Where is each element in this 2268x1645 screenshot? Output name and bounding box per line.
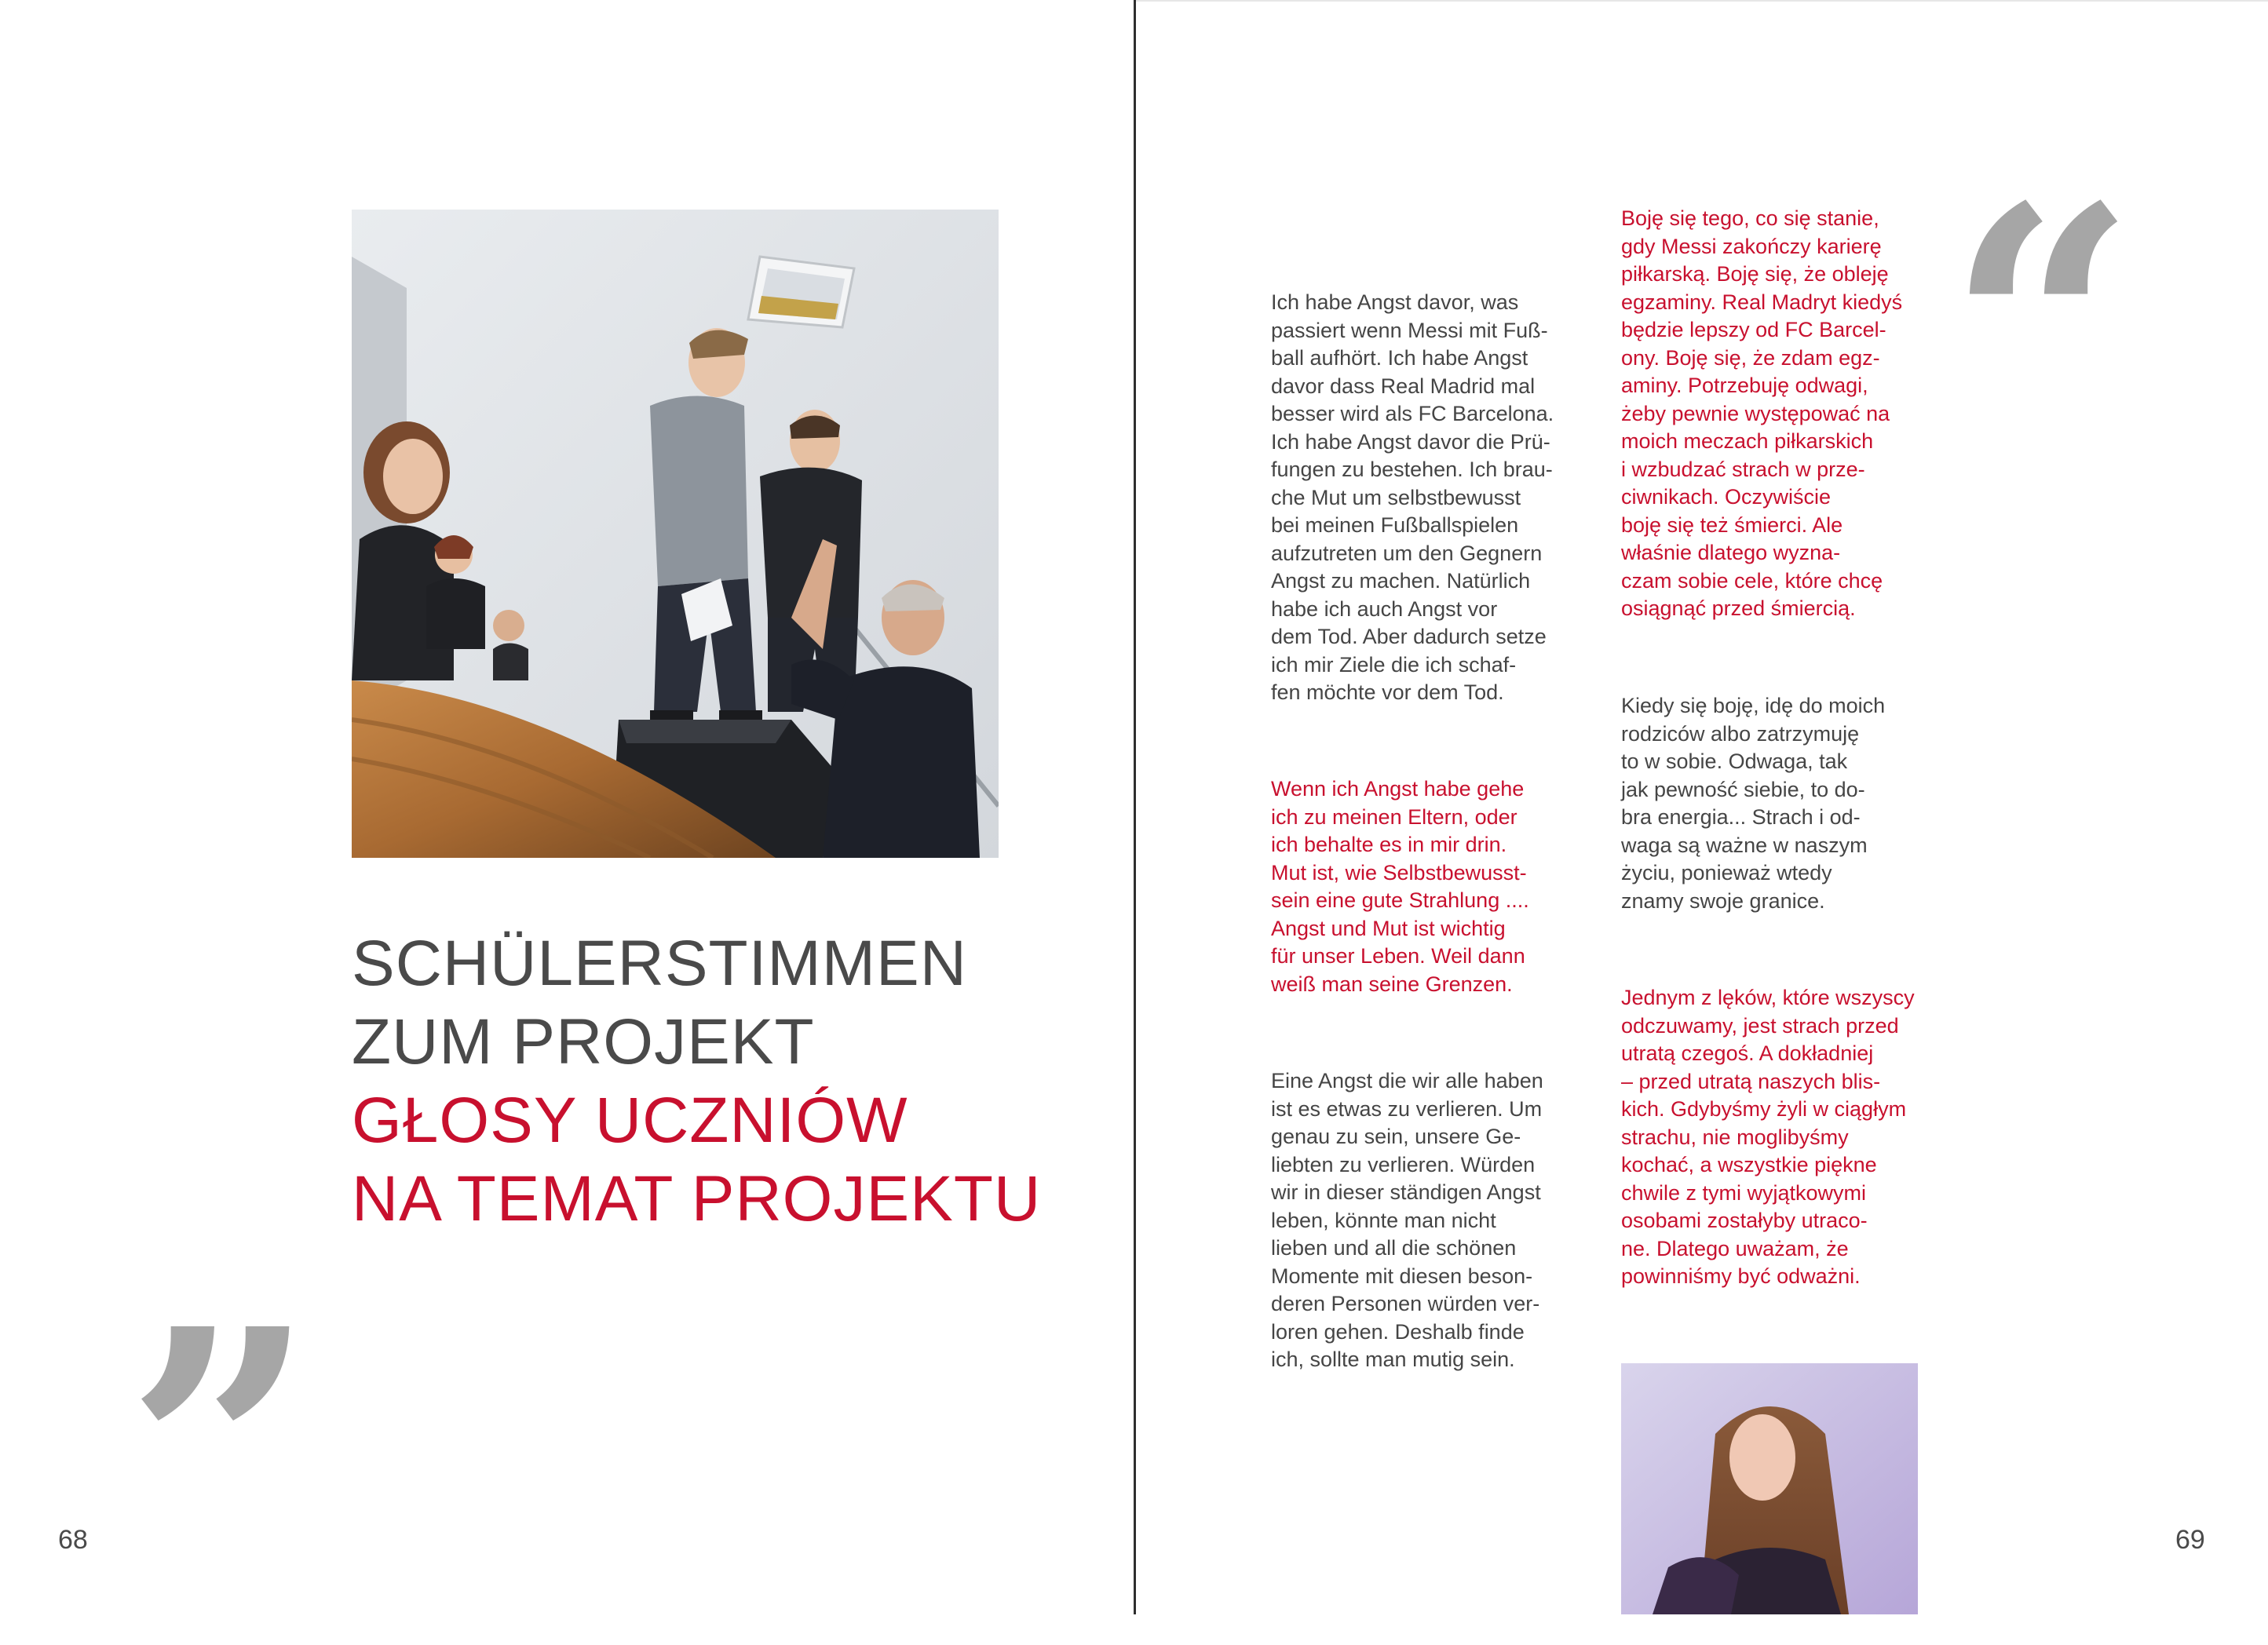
- text-line: moich meczach piłkarskich: [1621, 429, 1874, 453]
- text-line: boję się też śmierci. Ale: [1621, 512, 1843, 537]
- text-line: davor dass Real Madrid mal: [1271, 374, 1536, 398]
- text-line: Ich habe Angst davor die Prü-: [1271, 429, 1550, 454]
- text-line: powinniśmy być odważni.: [1621, 1264, 1861, 1288]
- main-photo-students-rehearsal: [352, 210, 999, 858]
- text-line: Kiedy się boję, idę do moich: [1621, 694, 1886, 717]
- text-line: utratą czegoś. A dokładniej: [1621, 1041, 1874, 1065]
- text-line: kochać, a wszystkie piękne: [1621, 1153, 1877, 1176]
- text-line: habe ich auch Angst vor: [1271, 596, 1498, 621]
- text-line: ball aufhört. Ich habe Angst: [1271, 346, 1528, 370]
- heading-pl-line-2: NA TEMAT PROJEKTU: [352, 1163, 1042, 1235]
- text-line: rodziców albo zatrzymuję: [1621, 721, 1860, 746]
- text-line: Wenn ich Angst habe gehe: [1271, 777, 1525, 801]
- text-line: waga są ważne w naszym: [1621, 833, 1868, 857]
- text-line: osiągnąć przed śmiercią.: [1621, 596, 1856, 620]
- german-text-block-1: [1271, 289, 1577, 707]
- text-line: ich behalte es in mir drin.: [1271, 833, 1507, 856]
- heading-pl-line-1: GŁOSY UCZNIÓW: [352, 1085, 908, 1156]
- text-line: i wzbudzać strach w prze-: [1621, 457, 1865, 481]
- text-line: leben, könnte man nicht: [1271, 1208, 1496, 1232]
- text-line: piłkarską. Boję się, że obleję: [1621, 262, 1889, 286]
- text-line: ciwnikach. Oczywiście: [1621, 485, 1832, 509]
- text-line: ich zu meinen Eltern, oder: [1271, 804, 1517, 829]
- heading-de-line-1: SCHÜLERSTIMMEN: [352, 928, 967, 999]
- text-line: to w sobie. Odwaga, tak: [1621, 750, 1848, 773]
- text-line: sein eine gute Strahlung ....: [1271, 888, 1529, 912]
- text-line: Angst zu machen. Natürlich: [1271, 569, 1531, 593]
- portrait-photo-girl: [1621, 1363, 1918, 1614]
- text-line: für unser Leben. Weil dann: [1271, 944, 1525, 968]
- text-line: passiert wenn Messi mit Fuß-: [1271, 318, 1548, 342]
- text-line: Momente mit diesen beson-: [1271, 1264, 1533, 1288]
- german-text-block-3: [1271, 1067, 1577, 1374]
- text-line: ich, sollte man mutig sein.: [1271, 1348, 1515, 1371]
- text-line: fen möchte vor dem Tod.: [1271, 680, 1504, 704]
- text-line: żeby pewnie występować na: [1621, 401, 1890, 425]
- text-line: aminy. Potrzebuję odwagi,: [1621, 374, 1868, 397]
- text-line: jak pewność siebie, to do-: [1621, 777, 1865, 801]
- text-line: – przed utratą naszych blis-: [1621, 1069, 1881, 1093]
- text-line: genau zu sein, unsere Ge-: [1271, 1125, 1521, 1148]
- text-line: ich mir Ziele die ich schaf-: [1271, 652, 1517, 677]
- text-line: chwile z tymi wyjątkowymi: [1621, 1180, 1867, 1205]
- page-heading: [352, 925, 1058, 1238]
- text-line: liebten zu verlieren. Würden: [1271, 1152, 1536, 1176]
- text-line: egzaminy. Real Madryt kiedyś: [1621, 290, 1903, 314]
- text-line: będzie lepszy od FC Barcel-: [1621, 318, 1886, 341]
- text-line: osobami zostałyby utraco-: [1621, 1209, 1868, 1232]
- text-line: Eine Angst die wir alle haben: [1271, 1069, 1543, 1092]
- text-line: besser wird als FC Barcelona.: [1271, 402, 1554, 425]
- text-line: znamy swoje granice.: [1621, 888, 1825, 913]
- text-line: dem Tod. Aber dadurch setze: [1271, 625, 1547, 648]
- text-line: strachu, nie moglibyśmy: [1621, 1125, 1849, 1149]
- text-line: wir in dieser ständigen Angst: [1271, 1180, 1541, 1204]
- heading-de-line-2: ZUM PROJEKT: [352, 1006, 815, 1078]
- book-spine-divider: [1134, 0, 1136, 1614]
- text-line: kich. Gdybyśmy żyli w ciągłym: [1621, 1097, 1907, 1121]
- main-photo-illustration: [352, 210, 999, 858]
- german-text-block-2: [1271, 775, 1577, 998]
- text-line: loren gehen. Deshalb finde: [1271, 1319, 1525, 1344]
- closing-quote-icon: ”: [126, 1258, 316, 1645]
- text-line: Angst und Mut ist wichtig: [1271, 916, 1506, 940]
- portrait-photo-illustration: [1621, 1363, 1918, 1614]
- text-line: fungen zu bestehen. Ich brau-: [1271, 458, 1553, 481]
- page-number-right: 69: [2175, 1525, 2205, 1555]
- polish-text-block-3: [1621, 984, 1927, 1291]
- polish-text-block-2: [1621, 692, 1927, 915]
- text-line: ony. Boję się, że zdam egz-: [1621, 345, 1880, 370]
- text-line: właśnie dlatego wyzna-: [1621, 541, 1841, 564]
- text-line: ist es etwas zu verlieren. Um: [1271, 1096, 1543, 1121]
- text-line: Boję się tego, co się stanie,: [1621, 206, 1879, 230]
- text-line: bra energia... Strach i od-: [1621, 805, 1861, 829]
- text-line: czam sobie cele, które chcę: [1621, 568, 1883, 593]
- text-line: bei meinen Fußballspielen: [1271, 513, 1519, 537]
- page-number-left: 68: [58, 1525, 88, 1555]
- text-line: Mut ist, wie Selbstbewusst-: [1271, 860, 1527, 885]
- text-line: lieben und all die schönen: [1271, 1236, 1517, 1260]
- text-line: odczuwamy, jest strach przed: [1621, 1013, 1899, 1038]
- text-line: życiu, ponieważ wtedy: [1621, 861, 1832, 885]
- text-line: aufzutreten um den Gegnern: [1271, 541, 1543, 565]
- text-line: gdy Messi zakończy karierę: [1621, 234, 1882, 258]
- opening-quote-icon: “: [1947, 136, 2137, 523]
- text-line: ne. Dlatego uważam, że: [1621, 1236, 1849, 1260]
- text-line: deren Personen würden ver-: [1271, 1292, 1540, 1315]
- polish-text-block-1: [1621, 205, 1927, 623]
- text-line: che Mut um selbstbewusst: [1271, 485, 1521, 509]
- text-line: weiß man seine Grenzen.: [1271, 972, 1513, 996]
- text-line: Ich habe Angst davor, was: [1271, 290, 1519, 314]
- text-line: Jednym z lęków, które wszyscy: [1621, 986, 1915, 1009]
